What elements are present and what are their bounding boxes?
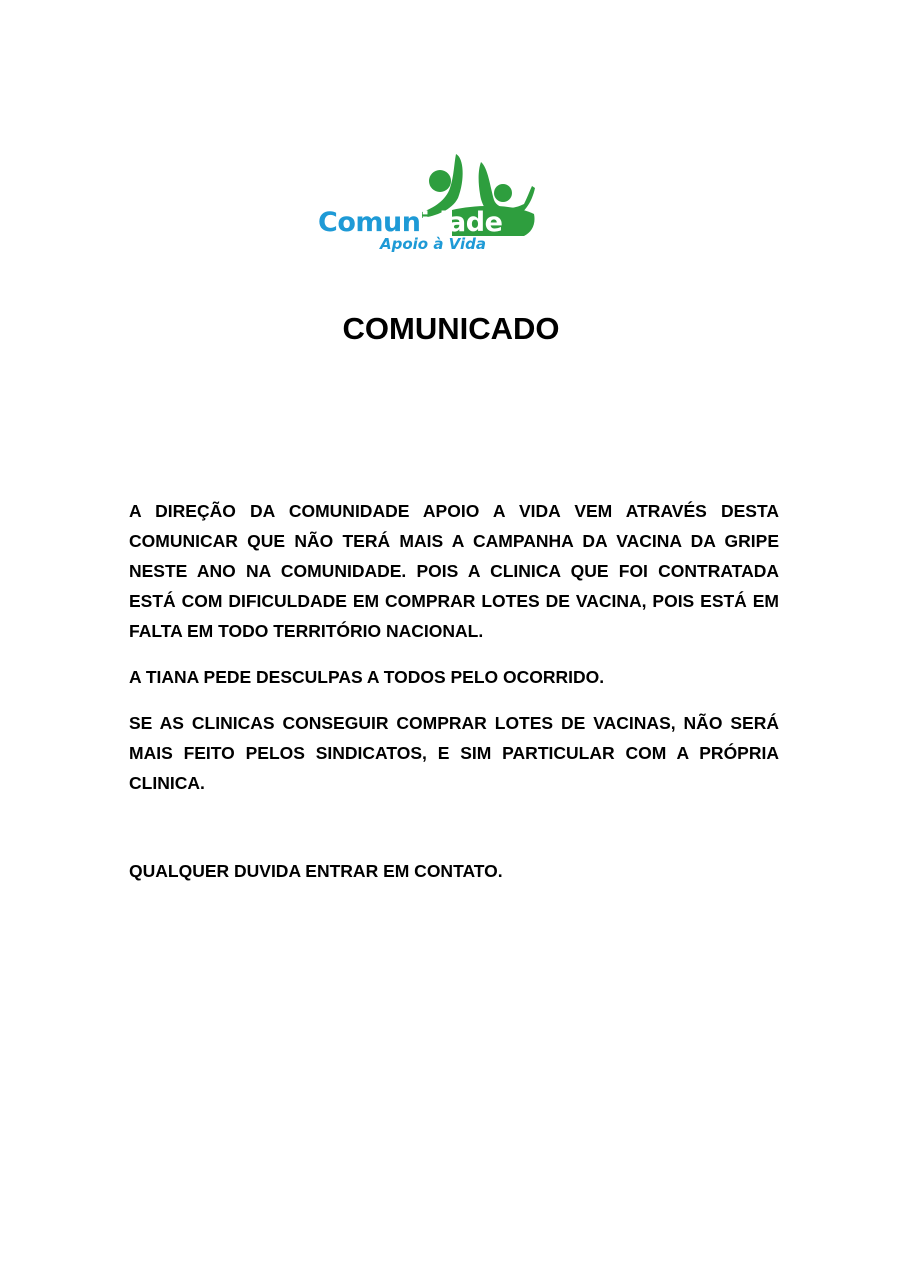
logo-tagline: Apoio à Vida: [380, 235, 487, 253]
logo-word-part-blue: Comun: [318, 207, 421, 238]
logo-wordmark: [318, 208, 502, 238]
paragraph-apology: A TIANA PEDE DESCULPAS A TODOS PELO OCORRIDO.: [129, 667, 605, 687]
paragraph-contact: QUALQUER DUVIDA ENTRAR EM CONTATO.: [129, 861, 503, 881]
paragraph-announcement: A DIREÇÃO DA COMUNIDADE APOIO A VIDA VEM ATRAVÉS DESTA COMUNICAR QUE NÃO TERÁ MAIS A CAMPANHA DA VACINA DA GRIPE NESTE ANO NA COMUNIDADE. POIS A CLINICA QUE FOI CONTRATADA ESTÁ COM DIFICULDADE EM COMPRAR LOTES DE VACINA, POIS ESTÁ EM FALTA EM TODO TERRITÓRIO NACIONAL.: [129, 501, 779, 641]
logo-word-part-green: idade: [420, 207, 503, 238]
page-title: COMUNICADO: [342, 311, 560, 346]
paragraph-clinics: SE AS CLINICAS CONSEGUIR COMPRAR LOTES DE VACINAS, NÃO SERÁ MAIS FEITO PELOS SINDICATOS, E SIM PARTICULAR COM A PRÓPRIA CLINICA.: [129, 713, 779, 793]
logo: [318, 150, 538, 256]
